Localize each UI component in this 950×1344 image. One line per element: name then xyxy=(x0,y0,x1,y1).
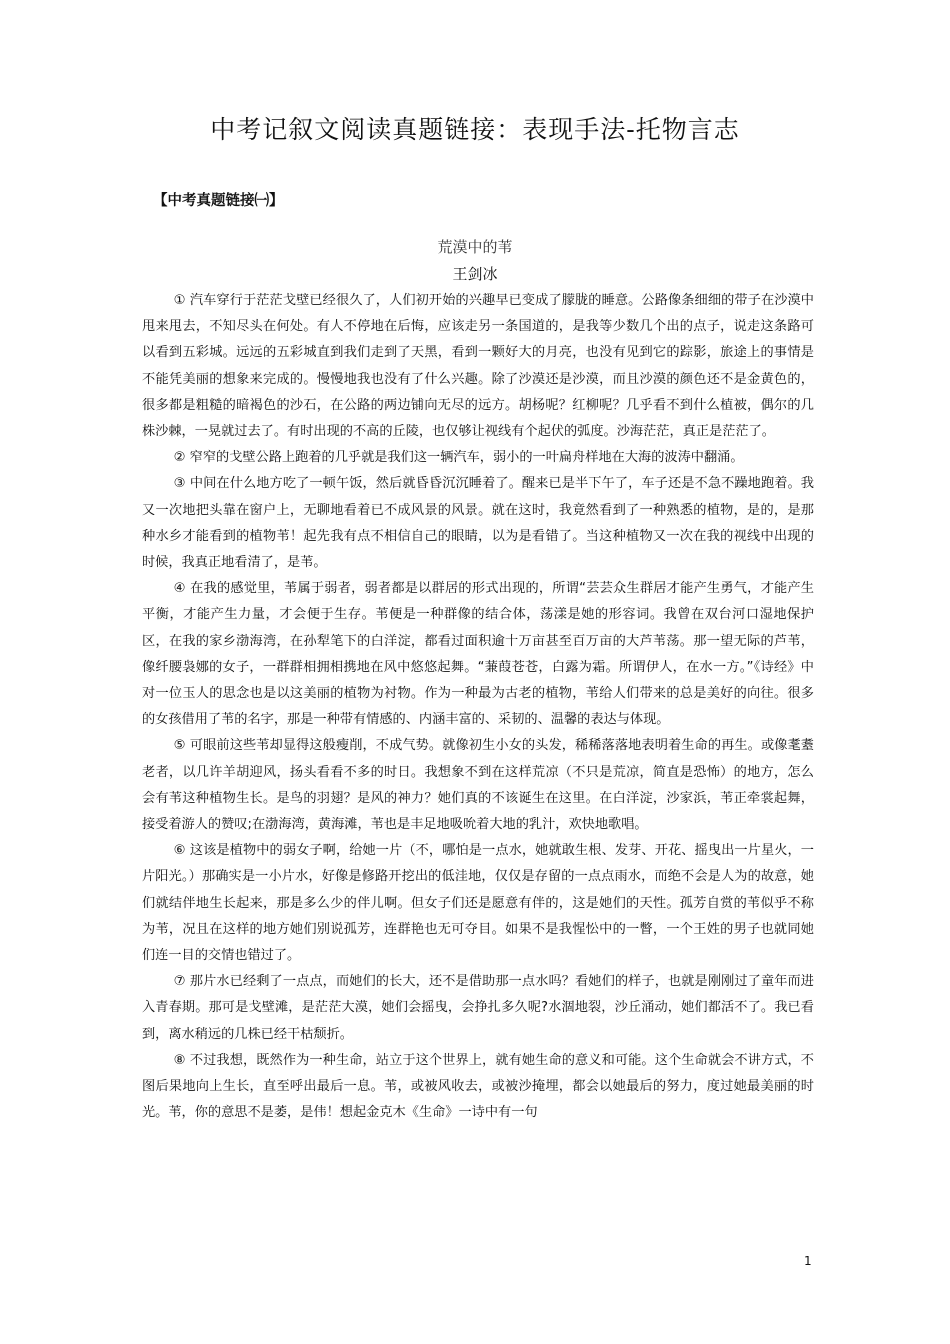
section-label: 【中考真题链接㈠】 xyxy=(153,193,284,209)
paragraph-2: ② 窄窄的戈壁公路上跑着的几乎就是我们这一辆汽车，弱小的一叶扁舟样地在大海的波涛中翻涌。 xyxy=(173,450,744,466)
article-body xyxy=(142,288,814,1127)
paragraph-3: ③ 中间在什么地方吃了一顿午饭，然后就昏昏沉沉睡着了。醒来已是半下午了，车子还是不急不躁地跑着。我又一次地把头靠在窗户上，无聊地看着已不成风景的风景。就在这时，我竟然看到了一种熟悉的植物，是的，是那种水乡才能看到的植物苇！起先我有点不相信自己的眼睛，以为是看错了。当这种植物又一次在我的视线中出现的时候，我真正地看清了，是苇。 xyxy=(142,476,814,571)
page-number: 1 xyxy=(804,1254,812,1268)
author-name: 王剑冰 xyxy=(452,265,498,283)
paragraph-4: ④ 在我的感觉里，苇属于弱者，弱者都是以群居的形式出现的，所谓“芸芸众生群居才能产生勇气，才能产生平衡，才能产生力量，才会便于生存。苇便是一种群像的结合体，荡漾是她的形容词。我曾在双台河口湿地保护区，在我的家乡渤海湾，在孙犁笔下的白洋淀，都看过面积逾十万亩甚至百万亩的大芦苇荡。那一望无际的芦苇，像纤腰袅娜的女子，一群群相拥相携地在风中悠悠起舞。“蒹葭苍苍，白露为霜。所谓伊人，在水一方。”《诗经》中对一位玉人的思念也是以这美丽的植物为衬物。作为一种最为古老的植物，苇给人们带来的总是美好的向往。很多的女孩借用了苇的名字，那是一种带有情感的、内涵丰富的、采韧的、温馨的表达与体现。 xyxy=(142,581,814,728)
paragraph-6: ⑥ 这该是植物中的弱女子啊，给她一片（不，哪怕是一点水，她就敢生根、发芽、开花、摇曳出一片星火，一片阳光。）那确实是一小片水，好像是修路开挖出的低洼地，仅仅是存留的一点点雨水，而绝不会是人为的故意，她们就结伴地生长起来，那是多么少的伴儿啊。但女子们还是愿意有伴的，这是她们的天性。孤芳自赏的苇似乎不称为苇，况且在这样的地方她们别说孤芳，连群艳也无可夺目。如果不是我惺忪中的一瞥，一个王姓的男子也就同她们连一目的交情也错过了。 xyxy=(142,843,814,964)
paragraph-5: ⑤ 可眼前这些苇却显得这般瘦削，不成气势。就像初生小女的头发，稀稀落落地表明着生命的再生。或像耄耋老者，以几许羊胡迎风，扬头看看不多的时日。我想象不到在这样荒凉（不只是荒凉，简直是恐怖）的地方，怎么会有苇这种植物生长。是鸟的羽翅？是风的神力？她们真的不该诞生在这里。在白洋淀，沙家浜，苇正牵裳起舞，接受着游人的赞叹;在渤海湾，黄海滩，苇也是丰足地吸吮着大地的乳汁，欢快地歌唱。 xyxy=(142,738,814,833)
paragraph-7: ⑦ 那片水已经剩了一点点，而她们的长大，还不是借助那一点水吗？看她们的样子，也就是刚刚过了童年而进入青春期。那可是戈壁滩，是茫茫大漠，她们会摇曳，会挣扎多久呢?水涸地裂，沙丘涌动，她们都活不了。我已看到，离水稍远的几株已经干枯颓折。 xyxy=(142,974,814,1042)
paragraph-1: ① 汽车穿行于茫茫戈壁已经很久了，人们初开始的兴趣早已变成了朦胧的睡意。公路像条细细的带子在沙漠中甩来甩去，不知尽头在何处。有人不停地在后悔，应该走另一条国道的，是我等少数几个出的点子，说走这条路可以看到五彩城。远远的五彩城直到我们走到了天黑，看到一颗好大的月亮，也没有见到它的踪影，旅途上的事情是不能凭美丽的想象来完成的。慢慢地我也没有了什么兴趣。除了沙漠还是沙漠，而且沙漠的颜色还不是金黄色的，很多都是粗糙的暗褐色的沙石，在公路的两边铺向无尽的远方。胡杨呢？红柳呢？几乎看不到什么植被，偶尔的几株沙棘，一晃就过去了。有时出现的不高的丘陵，也仅够让视线有个起伏的弧度。沙海茫茫，真正是茫茫了。 xyxy=(142,293,814,440)
page-title: 中考记叙文阅读真题链接：表现手法-托物言志 xyxy=(210,115,740,144)
paragraph-8: ⑧ 不过我想，既然作为一种生命，站立于这个世界上，就有她生命的意义和可能。这个生命就会不讲方式，不图后果地向上生长，直至呼出最后一息。苇，或被风收去，或被沙掩埋，都会以她最后的努力，度过她最美丽的时光。苇，你的意思不是萎，是伟！想起金克木《生命》一诗中有一句 xyxy=(142,1052,814,1121)
article-title: 荒漠中的苇 xyxy=(437,238,513,256)
